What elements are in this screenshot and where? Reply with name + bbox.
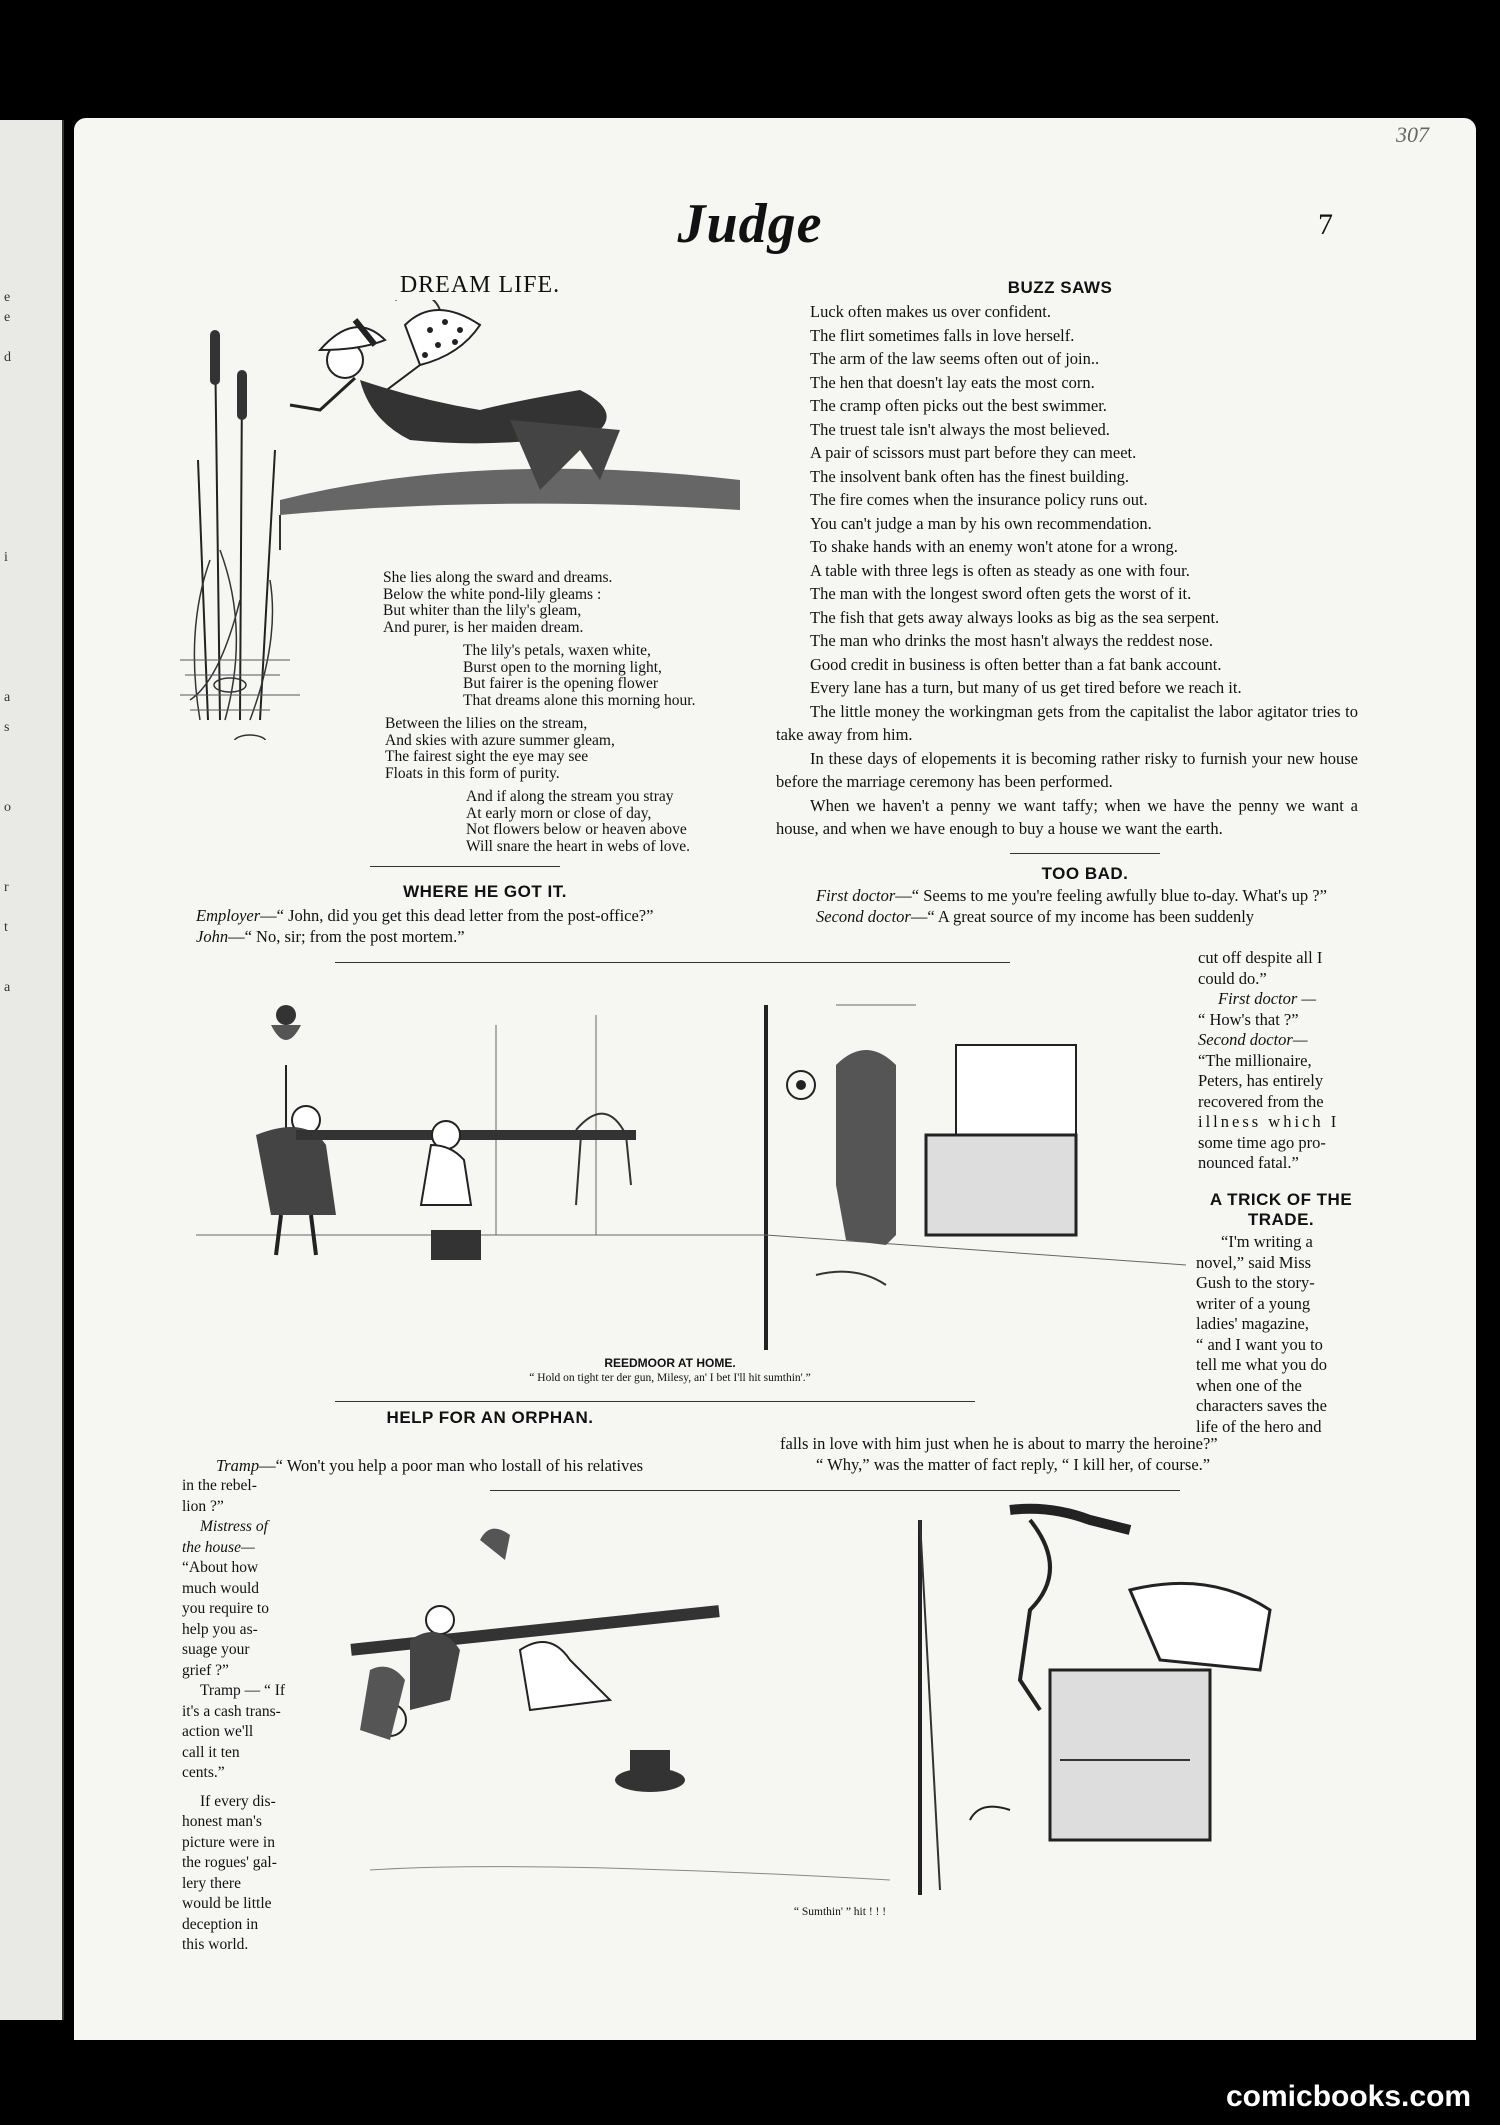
reedmoor-cartoon [196, 985, 1186, 1355]
poem-line: She lies along the sward and dreams. [383, 569, 613, 586]
text-line: honest man's [182, 1813, 262, 1830]
text-line: Peters, has entirely [1198, 1071, 1324, 1090]
pencil-page-note: 307 [1396, 122, 1429, 147]
text-line [182, 1784, 285, 1792]
poem-line: At early morn or close of day, [466, 804, 652, 822]
dialogue-line: —“ Won't you help a poor man who lostall of his relatives [259, 1456, 644, 1475]
text-line: characters saves the [1196, 1396, 1328, 1415]
speaker-label: John [196, 926, 229, 946]
text-line: the house— [182, 1538, 255, 1556]
text-line: ladies' magazine, [1196, 1314, 1309, 1333]
divider-rule [370, 866, 560, 867]
cartoon-1-caption: “ Hold on tight ter der gun, Milesy, an' I bet I'll hit sumthin'.” [529, 1372, 811, 1384]
text-line: help you as- [182, 1620, 258, 1638]
text-line: novel,” said Miss [1196, 1252, 1312, 1272]
margin-letter: o [4, 800, 11, 815]
text-line: recovered from the [1198, 1091, 1324, 1111]
where-he-got-it-title: WHERE HE GOT IT. [403, 882, 567, 901]
poem-line: Between the lilies on the stream, [385, 715, 588, 732]
text-line: “ and I want you to [1196, 1334, 1323, 1354]
text-line: could do.” [1198, 968, 1267, 988]
text-line: First doctor — [1218, 989, 1317, 1008]
text-line: it's a cash trans- [182, 1702, 281, 1720]
where-he-got-it-text [196, 906, 764, 947]
poem-line: And skies with azure summer gleam, [385, 731, 615, 749]
text-line: Mistress of [200, 1518, 268, 1535]
text-line: Second doctor— [1198, 1030, 1308, 1049]
margin-letter: s [4, 720, 10, 735]
poem-stanza-2 [463, 643, 695, 709]
poem-line: And purer, is her maiden dream. [383, 618, 584, 636]
margin-letter: t [4, 920, 8, 935]
sumthin-hit-cartoon [330, 1500, 1345, 1900]
cartoon-1-title: REEDMOOR AT HOME. [604, 1356, 736, 1370]
buzz-saw-line: The arm of the law seems often out of join.. [810, 349, 1100, 368]
buzz-saw-line: The fish that gets away always looks as big as the sea serpent. [810, 607, 1220, 627]
help-for-orphan-intro [186, 1456, 643, 1477]
text-line: call it ten [182, 1743, 240, 1761]
poem-line: Below the white pond-lily gleams : [383, 585, 602, 603]
too-bad-title: TOO BAD. [1041, 864, 1129, 883]
speaker-label: Tramp [216, 1456, 260, 1475]
help-for-orphan-column [182, 1476, 285, 1956]
text-line: Tramp — “ If [200, 1682, 286, 1699]
trick-title-line-1: A TRICK OF THE [1209, 1190, 1353, 1209]
trick-column [1196, 1232, 1327, 1437]
poem-line: And if along the stream you stray [466, 788, 674, 805]
text-line: this world. [182, 1936, 249, 1953]
text-line: you require to [182, 1600, 269, 1617]
cartoon-2-caption: “ Sumthin' ” hit ! ! ! [793, 1906, 887, 1918]
text-line: “ How's that ?” [1198, 1009, 1299, 1029]
buzz-saw-line: The hen that doesn't lay eats the most corn. [810, 372, 1095, 392]
text-line: If every dis- [200, 1792, 276, 1810]
trick-title-line-2: TRADE. [1247, 1210, 1315, 1229]
poem-line: The fairest sight the eye may see [385, 748, 589, 765]
text-line: deception in [182, 1915, 259, 1933]
site-watermark: comicbooks.com [1226, 2080, 1472, 2113]
poem-line: Burst open to the morning light, [463, 658, 662, 676]
buzz-saw-line: The insolvent bank often has the finest building. [810, 466, 1129, 486]
dialogue-line: —“ John, did you get this dead letter from the post-office?” [260, 906, 654, 925]
buzz-saw-line: The flirt sometimes falls in love herself. [810, 325, 1075, 345]
speaker-label: First doctor [816, 886, 896, 905]
margin-letter: i [4, 550, 8, 565]
poem-stanza-3 [385, 716, 615, 782]
buzz-saw-line: A table with three legs is often as steady as one with four. [810, 560, 1190, 580]
dialogue-line: —“ Seems to me you're feeling awfully blue to-day. What's up ?” [895, 886, 1327, 905]
buzz-saw-line: The cramp often picks out the best swimmer. [810, 396, 1107, 415]
text-line: “The millionaire, [1198, 1050, 1312, 1070]
buzz-saw-line: You can't judge a man by his own recommendation. [810, 513, 1152, 533]
text-line: suage your [182, 1641, 250, 1658]
buzz-saw-line: To shake hands with an enemy won't atone for a wrong. [810, 537, 1178, 556]
text-line: Gush to the story- [1196, 1273, 1315, 1292]
margin-letter: a [4, 690, 11, 705]
margin-letter: e [4, 310, 11, 325]
buzz-saw-line: Luck often makes us over confident. [810, 302, 1052, 321]
speaker-label: Employer [196, 906, 261, 925]
divider-rule [335, 962, 1010, 963]
buzz-saw-line: When we haven't a penny we want taffy; when we have the penny we want a house, and when we have enough to buy a house we want the earth. [776, 795, 1358, 838]
speaker-label: Second doctor [816, 906, 911, 926]
text-line: the rogues' gal- [182, 1854, 277, 1871]
dialogue-line: —“ No, sir; from the post mortem.” [228, 926, 465, 946]
buzz-saw-line: The fire comes when the insurance policy runs out. [810, 490, 1148, 509]
poem-stanza-1 [383, 570, 612, 636]
text-line: life of the hero and [1196, 1416, 1322, 1436]
poem-stanza-4 [466, 789, 690, 855]
text-line: cut off despite all I [1198, 948, 1323, 967]
page-number: 7 [1318, 208, 1333, 241]
buzz-saw-line: In these days of elopements it is becoming rather risky to furnish your new house before the marriage ceremony has been performed. [776, 748, 1358, 791]
text-line: picture were in [182, 1833, 275, 1851]
buzz-saw-line: The man who drinks the most hasn't always the reddest nose. [810, 631, 1214, 650]
text-line: falls in love with him just when he is about to marry the heroine?” [780, 1434, 1218, 1453]
poem-line: Floats in this form of purity. [385, 764, 560, 782]
text-line: when one of the [1196, 1375, 1302, 1395]
buzz-saw-line: The man with the longest sword often gets the worst of it. [810, 584, 1192, 603]
facing-page-edge [0, 120, 64, 2020]
poem-line: Will snare the heart in webs of love. [466, 837, 691, 855]
dialogue-line: —“ A great source of my income has been suddenly [910, 906, 1255, 926]
help-for-orphan-title: HELP FOR AN ORPHAN. [386, 1408, 594, 1427]
buzz-saw-line: Good credit in business is often better than a fat bank account. [810, 654, 1222, 674]
too-bad-text [780, 886, 1358, 927]
text-line: “About how [182, 1559, 259, 1576]
divider-rule [1010, 853, 1160, 854]
text-line: “I'm writing a [1221, 1232, 1313, 1251]
buzz-saw-line: A pair of scissors must part before they can meet. [810, 443, 1137, 462]
text-line: tell me what you do [1196, 1355, 1328, 1374]
dream-life-title: DREAM LIFE. [399, 272, 561, 298]
text-line: “ Why,” was the matter of fact reply, “ I kill her, of course.” [816, 1454, 1211, 1474]
margin-letter: e [4, 290, 11, 305]
text-line: nounced fatal.” [1198, 1153, 1299, 1172]
text-line: some time ago pro- [1198, 1132, 1326, 1152]
text-line: cents.” [182, 1764, 225, 1781]
margin-letter: r [4, 880, 9, 895]
divider-rule [490, 1490, 1180, 1491]
poem-line: That dreams alone this morning hour. [463, 691, 696, 709]
text-line: would be little [182, 1895, 272, 1912]
poem-line: The lily's petals, waxen white, [463, 642, 651, 659]
too-bad-column [1198, 948, 1339, 1174]
margin-letter: a [4, 980, 11, 995]
poem-line: But whiter than the lily's gleam, [383, 602, 582, 619]
poem-line: But fairer is the opening flower [463, 675, 658, 692]
text-line: illness which I [1198, 1112, 1340, 1131]
text-line: in the rebel- [182, 1477, 257, 1494]
text-line: grief ?” [182, 1661, 229, 1679]
masthead-logo: Judge [677, 193, 823, 255]
buzz-saw-line: The little money the workingman gets from the capitalist the labor agitator tries to take away from him. [776, 701, 1358, 744]
divider-rule [335, 1401, 975, 1402]
text-line: lion ?” [182, 1497, 224, 1515]
poem-line: Not flowers below or heaven above [466, 821, 687, 838]
buzz-saw-line: Every lane has a turn, but many of us get tired before we reach it. [810, 678, 1242, 697]
text-line: action we'll [182, 1723, 254, 1740]
buzz-saws-list [776, 300, 1358, 841]
text-line: much would [182, 1579, 260, 1597]
margin-letter: d [4, 350, 11, 365]
buzz-saws-title: BUZZ SAWS [1007, 278, 1113, 297]
text-line: lery there [182, 1874, 241, 1892]
buzz-saw-line: The truest tale isn't always the most believed. [810, 419, 1110, 439]
trick-ending [780, 1434, 1358, 1475]
text-line: writer of a young [1196, 1293, 1311, 1313]
